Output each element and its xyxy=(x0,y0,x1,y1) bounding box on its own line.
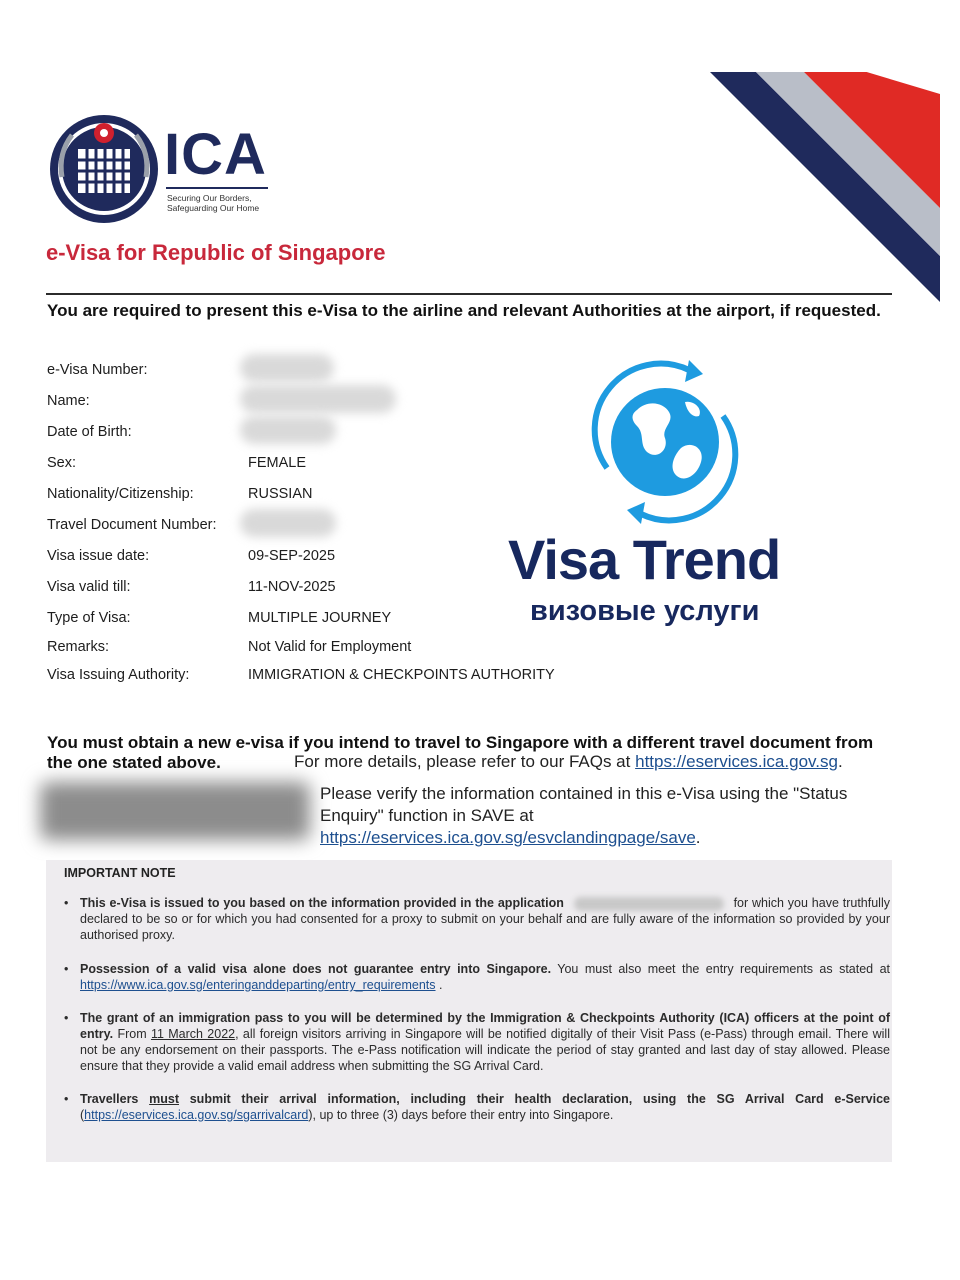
detail-row-evisa-number xyxy=(47,362,607,384)
redacted-value xyxy=(240,385,396,413)
verify-end: . xyxy=(695,828,701,847)
detail-label: Visa issue date: xyxy=(47,548,150,564)
logo-wordmark: ICA xyxy=(164,122,267,187)
detail-row-dob xyxy=(47,424,607,446)
entry-requirements-link[interactable]: https://www.ica.gov.sg/enteringanddeparting/entry_requirements xyxy=(80,978,436,992)
redacted-qr-code xyxy=(40,782,310,840)
note-must: must xyxy=(149,1092,179,1106)
detail-row-remarks xyxy=(47,639,607,661)
bullet-dot: • xyxy=(64,896,69,910)
header-divider xyxy=(46,293,892,295)
watermark-brand: Visa Trend xyxy=(508,528,781,591)
new-visa-note: You must obtain a new e-visa if you intend to travel to Singapore with a different travel document from the one stated above. xyxy=(47,733,874,772)
faq-link[interactable]: https://eservices.ica.gov.sg xyxy=(635,752,838,771)
detail-value: RUSSIAN xyxy=(248,486,313,502)
detail-row-visa-type xyxy=(47,610,607,632)
corner-stripes-decoration xyxy=(700,70,940,302)
detail-value: Not Valid for Employment xyxy=(248,639,412,655)
ica-seal-logo xyxy=(48,113,160,225)
faq-text: For more details, please refer to our FAQs at xyxy=(294,752,631,771)
note-text: You must also meet the entry requirements as stated at xyxy=(557,962,891,976)
bullet-dot: • xyxy=(64,962,69,976)
note-bold: The grant of an immigration pass to you will be determined by the Immigration & Checkpoints Authority (ICA) officers at the point of entry. xyxy=(80,1011,890,1041)
important-note-heading: IMPORTANT NOTE xyxy=(64,866,176,880)
note-text: From xyxy=(117,1027,147,1041)
note-date: 11 March 2022 xyxy=(150,1027,236,1041)
instruction-text: You are required to present this e-Visa to the airline and relevant Authorities at the airport, if requested. xyxy=(47,301,881,320)
redacted-application-number xyxy=(574,897,724,911)
detail-label: Type of Visa: xyxy=(47,610,131,626)
redacted-value xyxy=(240,354,334,382)
arrival-card-link[interactable]: https://eservices.ica.gov.sg/sgarrivalcard xyxy=(84,1108,309,1122)
bullet-dot: • xyxy=(64,1011,69,1025)
note-text: , all foreign visitors arriving in Singapore will be notified digitally of their Visit Pass (e-Pass) through email. There will not be any endorsement on their passports. The e-Pass notification will indicate the period of stay granted and last day of stay allowed. Please ensure that they provide a valid email address when submitting the SG Arrival Card. xyxy=(80,1027,890,1073)
detail-label: Date of Birth: xyxy=(47,424,132,440)
note-end: . xyxy=(439,978,443,992)
watermark-subtitle: визовые услуги xyxy=(530,595,760,627)
logo-tagline xyxy=(167,193,259,213)
detail-label: Visa valid till: xyxy=(47,579,131,595)
note-bold: Possession of a valid visa alone does not guarantee entry into Singapore. xyxy=(80,962,552,976)
detail-value: FEMALE xyxy=(248,455,307,471)
detail-label: e-Visa Number: xyxy=(47,362,148,378)
note-item-evisa-issued xyxy=(64,895,890,943)
tagline-line-2: Safeguarding Our Home xyxy=(167,203,260,214)
tagline-line-1: Securing Our Borders, xyxy=(167,193,252,203)
detail-row-issuing-authority xyxy=(47,667,607,689)
bullet-dot: • xyxy=(64,1092,69,1106)
verify-paragraph xyxy=(320,783,900,849)
document-title: e-Visa for Republic of Singapore xyxy=(46,240,386,265)
save-link[interactable]: https://eservices.ica.gov.sg/esvclandingpage/save xyxy=(320,828,696,847)
detail-label: Nationality/Citizenship: xyxy=(47,486,194,502)
note-bold: submit their arrival information, including their health declaration, using the SG Arrival Card e-Service xyxy=(189,1092,890,1106)
note-bold: This e-Visa is issued to you based on the information provided in the application xyxy=(80,896,564,910)
detail-value: 09-SEP-2025 xyxy=(248,548,336,564)
detail-value: 11-NOV-2025 xyxy=(248,579,336,595)
note-text: ( xyxy=(80,1108,85,1122)
detail-row-nationality xyxy=(47,486,607,508)
redacted-value xyxy=(240,509,336,537)
verify-text: Please verify the information contained in this e-Visa using the "Status Enquiry" function in SAVE at xyxy=(320,784,848,825)
detail-label: Sex: xyxy=(47,455,77,471)
globe-arrows-icon xyxy=(585,356,745,528)
detail-value: MULTIPLE JOURNEY xyxy=(248,610,392,626)
note-text: ), up to three (3) days before their entry into Singapore. xyxy=(308,1108,614,1122)
detail-label: Name: xyxy=(47,393,90,409)
logo-divider xyxy=(166,187,268,189)
faq-line xyxy=(294,752,843,772)
detail-label: Remarks: xyxy=(47,639,110,655)
note-text: for which you have truthfully declared to be so or for which you had consented for a proxy to submit on your behalf and are fully aware of the information so provided by your authorised proxy. xyxy=(80,896,890,942)
note-item-immigration-pass xyxy=(64,1010,890,1074)
note-item-arrival-card xyxy=(64,1091,890,1123)
note-item-entry-requirements xyxy=(64,961,890,993)
detail-row-sex xyxy=(47,455,607,477)
detail-value: IMMIGRATION & CHECKPOINTS AUTHORITY xyxy=(248,667,555,683)
detail-row-name xyxy=(47,393,607,415)
detail-label: Travel Document Number: xyxy=(47,517,217,533)
redacted-value xyxy=(240,416,336,444)
faq-end: . xyxy=(837,752,843,771)
detail-label: Visa Issuing Authority: xyxy=(47,667,190,683)
note-bold: Travellers xyxy=(80,1092,139,1106)
